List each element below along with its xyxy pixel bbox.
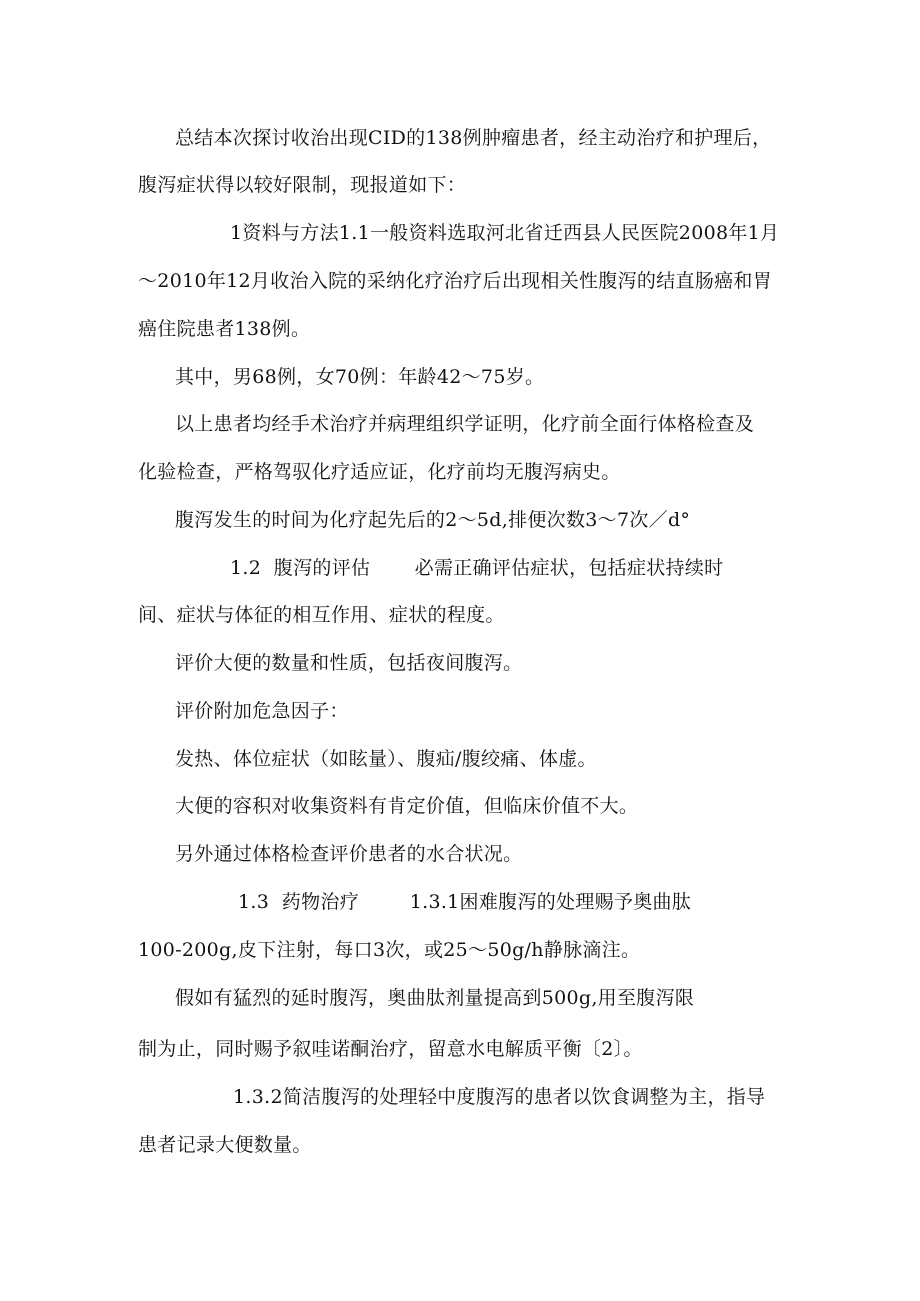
paragraph-line: 发热、体位症状（如眩量）、腹疝/腹绞痛、体虚。	[175, 748, 597, 770]
paragraph-line: 癌住院患者138例。	[138, 318, 311, 340]
paragraph-line: 制为止，同时赐予叙哇诺酮治疗，留意水电解质平衡〔2〕。	[138, 1038, 643, 1060]
paragraph-line: 大便的容积对收集资料有肯定价值，但临床价值不大。	[175, 795, 639, 817]
paragraph-line: 间、症状与体征的相互作用、症状的程度。	[138, 604, 505, 626]
paragraph-line: 腹泻症状得以较好限制，现报道如下：	[138, 174, 467, 196]
paragraph-line: 100-200g,皮下注射，每口3次，或25～50g/h静脉滴注。	[138, 939, 641, 961]
paragraph-line: 另外通过体格检查评价患者的水合状况。	[175, 843, 523, 865]
paragraph-line: 化验检查，严格驾驭化疗适应证，化疗前均无腹泻病史。	[138, 461, 621, 483]
paragraph-line: 1.3.2简洁腹泻的处理轻中度腹泻的患者以饮食调整为主，指导	[233, 1086, 766, 1108]
paragraph-line: 患者记录大便数量。	[138, 1134, 312, 1156]
paragraph-line: 评价大便的数量和性质，包括夜间腹泻。	[175, 652, 523, 674]
paragraph-line: 1.2 腹泻的评估 必需正确评估症状，包括症状持续时	[230, 557, 724, 579]
paragraph-line: 1.3 药物治疗 1.3.1困难腹泻的处理赐予奥曲肽	[238, 891, 692, 913]
paragraph-line: 腹泻发生的时间为化疗起先后的2～5d,排便次数3～7次／d°	[175, 509, 691, 531]
paragraph-line: 以上患者均经手术治疗并病理组织学证明，化疗前全面行体格检查及	[175, 413, 755, 435]
paragraph-line: 其中，男68例，女70例：年龄42～75岁。	[175, 366, 545, 388]
paragraph-line: 假如有猛烈的延时腹泻，奥曲肽剂量提高到500g,用至腹泻限	[175, 987, 695, 1009]
paragraph-line: 1资料与方法1.1一般资料选取河北省迁西县人民医院2008年1月	[230, 222, 780, 244]
paragraph-line: 总结本次探讨收治出现CID的138例肿瘤患者，经主动治疗和护理后，	[175, 127, 772, 149]
paragraph-line: ～2010年12月收治入院的采纳化疗治疗后出现相关性腹泻的结直肠癌和胃	[138, 270, 773, 292]
paragraph-line: 评价附加危急因子：	[175, 700, 349, 722]
